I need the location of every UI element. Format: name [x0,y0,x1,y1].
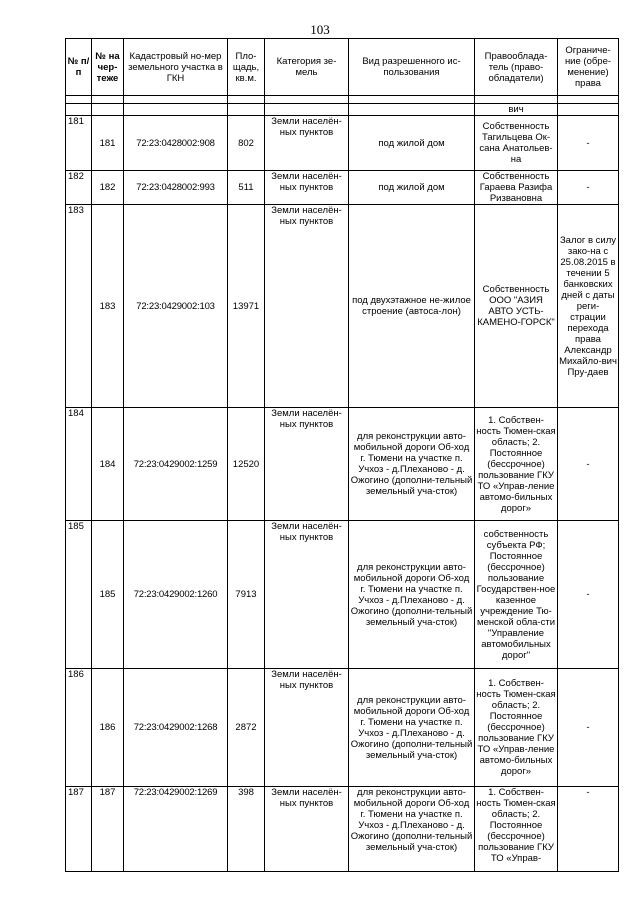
table-row [66,408,619,521]
row-category: Земли населён-ных пунктов [265,521,349,669]
row-npp: 186 [66,669,92,787]
row-permitted-use: для реконструкции авто-мобильной дороги Об-ход г. Тюмени на участке п. Учхоз - д.Плеханово - д. Ожогино (дополни-тельный земельный уча-сток) [349,408,475,521]
row-owner: 1. Собствен-ность Тюмен-ская область; 2. Постоянное (бессрочное) пользование ГКУ ТО «Управ- [475,787,558,872]
carry-over-row [66,104,619,116]
row-category: Земли населён-ных пунктов [265,669,349,787]
row-cadastre-number: 72:23:0429002:1269 [124,787,228,872]
row-category: Земли населён-ных пунктов [265,116,349,171]
table-row [66,521,619,669]
row-cadastre-number: 72:23:0428002:993 [124,171,228,205]
header-area: Пло-щадь, кв.м. [228,39,265,96]
row-permitted-use: под жилой дом [349,116,475,171]
row-restriction: - [558,787,619,872]
row-npp: 187 [66,787,92,872]
row-cadastre-number: 72:23:0429002:1259 [124,408,228,521]
table-row [66,171,619,205]
row-owner: Собственность Тагильцева Ок-сана Анатольев-на [475,116,558,171]
header-row [66,39,619,96]
header-category: Категория зе-мель [265,39,349,96]
header-permitted-use: Вид разрешенного ис-пользования [349,39,475,96]
row-drawing-number: 184 [92,408,124,521]
row-cadastre-number: 72:23:0429002:1260 [124,521,228,669]
row-drawing-number: 182 [92,171,124,205]
row-category: Земли населён-ных пунктов [265,205,349,408]
row-category: Земли населён-ных пунктов [265,408,349,521]
row-category: Земли населён-ных пунктов [265,171,349,205]
row-category: Земли населён-ных пунктов [265,787,349,872]
row-cadastre-number: 72:23:0428002:908 [124,116,228,171]
row-area: 2872 [228,669,265,787]
row-area: 511 [228,171,265,205]
row-permitted-use: для реконструкции авто-мобильной дороги Об-ход г. Тюмени на участке п. Учхоз - д.Плеханово - д. Ожогино (дополни-тельный земельный уча-сток) [349,669,475,787]
row-cadastre-number: 72:23:0429002:1268 [124,669,228,787]
row-area: 802 [228,116,265,171]
page-number: 103 [310,22,330,37]
row-area: 12520 [228,408,265,521]
row-permitted-use: под двухэтажное не-жилое строение (автоса-лон) [349,205,475,408]
row-restriction: - [558,408,619,521]
table-row [66,116,619,171]
row-owner: собственность субъекта РФ; Постоянное (бессрочное) пользование Государствен-ное казенное учреждение Тю-менской обла-сти "Управление автомобильных дорог" [475,521,558,669]
header-npp: № п/п [66,39,92,96]
row-restriction: - [558,116,619,171]
row-permitted-use: под жилой дом [349,171,475,205]
row-drawing-number: 187 [92,787,124,872]
row-drawing-number: 185 [92,521,124,669]
row-restriction: - [558,521,619,669]
row-drawing-number: 181 [92,116,124,171]
header-cadastre: Кадастровый но-мер земельного участка в ГКН [124,39,228,96]
land-plots-table [65,38,619,872]
row-area: 398 [228,787,265,872]
row-owner: 1. Собствен-ность Тюмен-ская область; 2. Постоянное (бессрочное) пользование ГКУ ТО «Управ-ление автомо-бильных дорог» [475,408,558,521]
row-drawing-number: 186 [92,669,124,787]
row-cadastre-number: 72:23:0429002:103 [124,205,228,408]
row-restriction: Залог в силу зако-на с 25.08.2015 в течении 5 банковских дней с даты реги-страции перехода права Александр Михайло-вич Пру-даев [558,205,619,408]
row-npp: 184 [66,408,92,521]
row-permitted-use: для реконструкции авто-мобильной дороги Об-ход г. Тюмени на участке п. Учхоз - д.Плеханово - д. Ожогино (дополни-тельный земельный уча-сток) [349,787,475,872]
header-restriction: Ограниче-ние (обре-менение) права [558,39,619,96]
row-npp: 185 [66,521,92,669]
table-row [66,205,619,408]
table-row [66,787,619,872]
header-drawing-number: № на чер-теже [92,39,124,96]
row-owner: 1. Собствен-ность Тюмен-ская область; 2. Постоянное (бессрочное) пользование ГКУ ТО «Управ-ление автомо-бильных дорог» [475,669,558,787]
row-restriction: - [558,669,619,787]
row-npp: 183 [66,205,92,408]
row-restriction: - [558,171,619,205]
row-area: 7913 [228,521,265,669]
row-owner: Собственность Гараева Разифа Ризвановна [475,171,558,205]
spacer-row [66,96,619,104]
table-row [66,669,619,787]
carry-over-owner: вич [475,104,558,116]
header-owner: Правооблада-тель (право-обладатели) [475,39,558,96]
row-npp: 181 [66,116,92,171]
row-owner: Собственность ООО "АЗИЯ АВТО УСТЬ-КАМЕНО-ГОРСК" [475,205,558,408]
row-permitted-use: для реконструкции авто-мобильной дороги Об-ход г. Тюмени на участке п. Учхоз - д.Плеханово - д. Ожогино (дополни-тельный земельный уча-сток) [349,521,475,669]
row-drawing-number: 183 [92,205,124,408]
row-npp: 182 [66,171,92,205]
row-area: 13971 [228,205,265,408]
